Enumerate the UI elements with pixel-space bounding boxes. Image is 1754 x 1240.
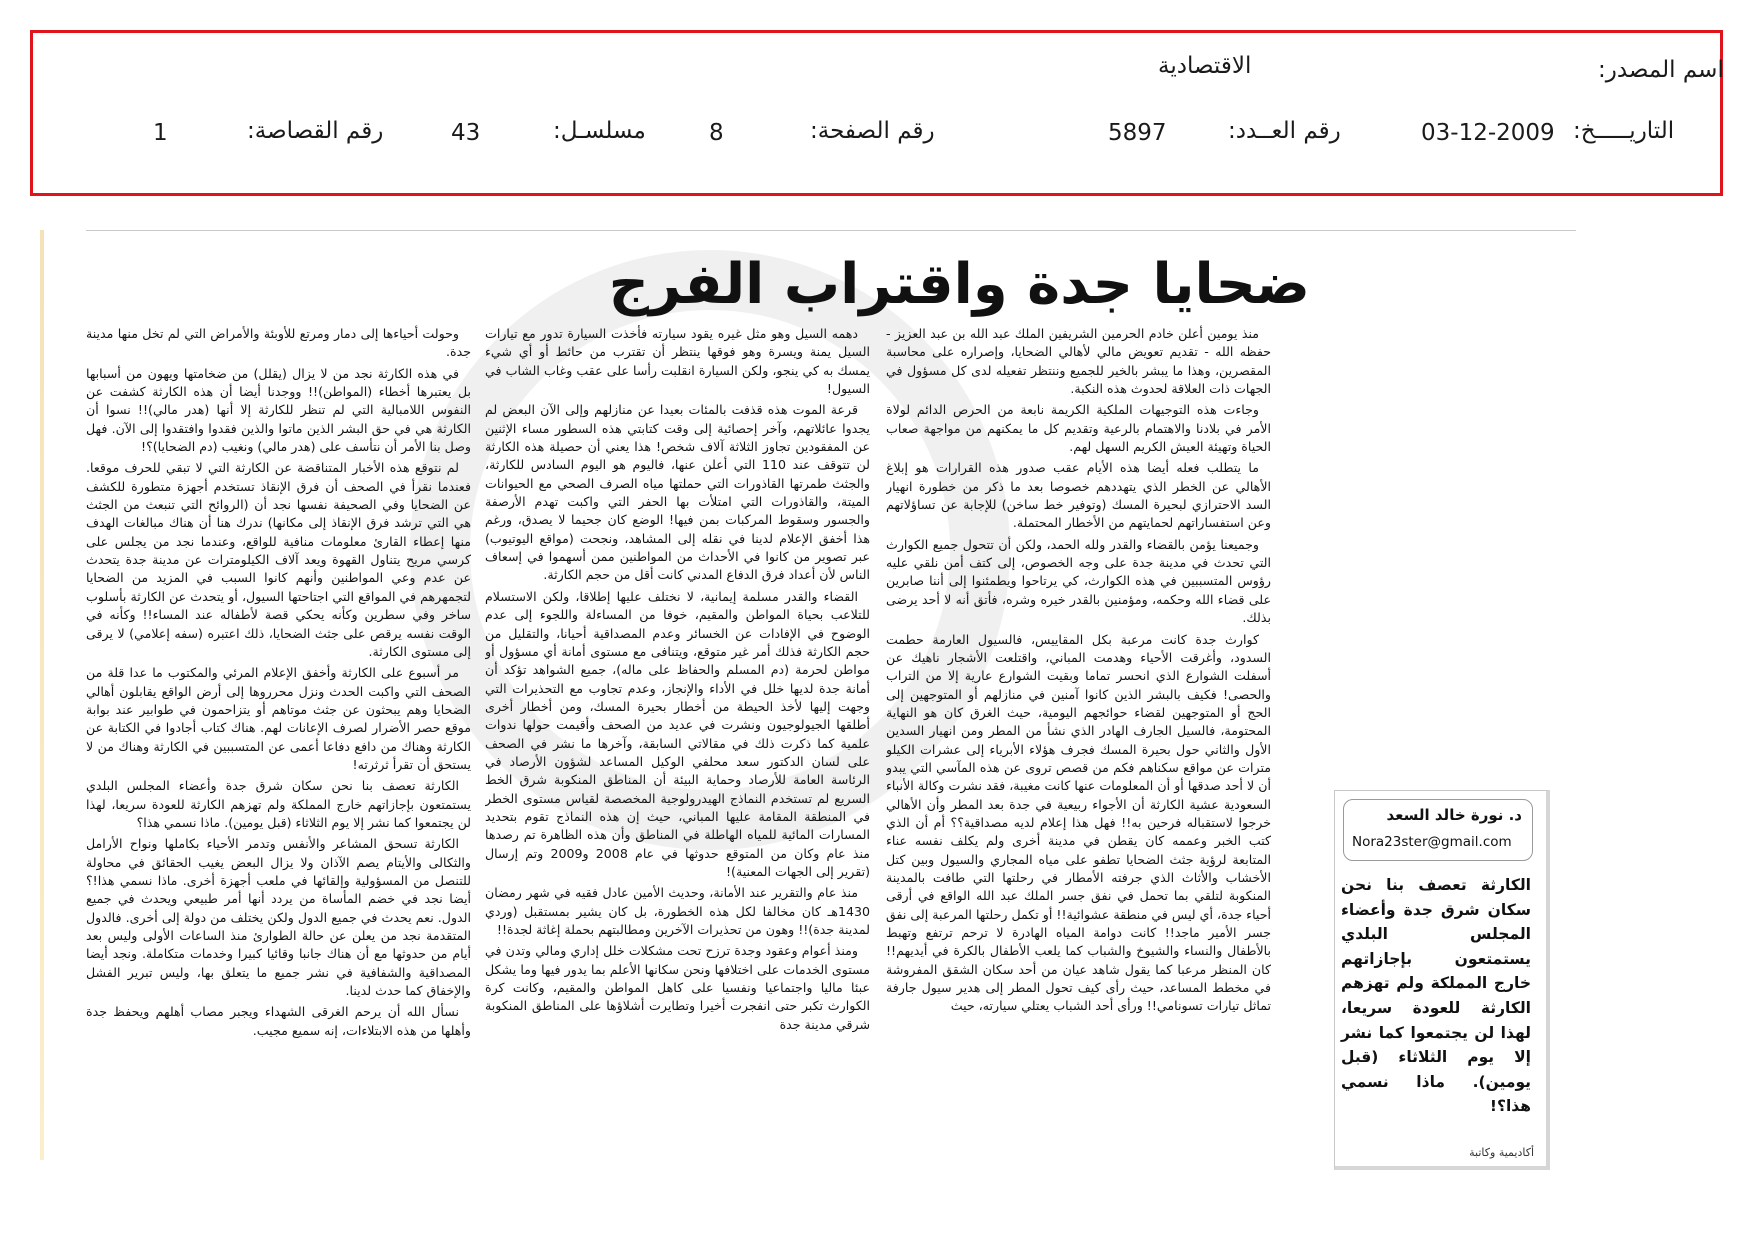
page-value: 8	[709, 120, 724, 146]
serial-label: مسلسـل:	[553, 118, 646, 144]
paragraph: الكارثة تسحق المشاعر والأنفس وتدمر الأحياء بكاملها ونواح الأرامل والثكالى والأيتام يصم الآذان ولا يزال البعض يغيب الحقائق في محاولة للتنصل من المسؤولية وإلقائها في ملعب أجهزة أخرى. ماذا نسمي هذا!؟ أيضا نجد في خضم المأساة من يردد أنها أمر طبيعي ويحدث في جميع الدول. نعم يحدث في جميع الدول ولكن يختلف من دولة إلى أخرى. فالدول المتقدمة نجد من يعلن عن حالة الطوارئ منذ الساعات الأولى وليس بعد أيام من حدوثها مع أن هناك جانبا وقائيا كبيرا وخدمات متكاملة. ونجد أيضا المصداقية والشفافية في نشر جميع ما يتعلق بها، وليس تبرير الفشل والإخفاق كما حدث لدينا.	[86, 836, 471, 999]
source-label: اسم المصدر:	[1598, 57, 1724, 83]
issue-value: 5897	[1108, 120, 1167, 146]
author-role: أكاديمية وكاتبة	[1469, 1146, 1534, 1159]
serial-value: 43	[451, 120, 481, 146]
top-divider	[86, 230, 1576, 231]
paragraph: في هذه الكارثة نجد من لا يزال (يقلل) من ضخامتها ويهون من أسبابها بل يعتبرها أخطاء (المواطن)!! ووجدنا أيضا أن هذه الكارثة كشفت عن النفوس اللامبالية التي لم تنظر للكارثة إلا أنها (هدر مالي)!! نسوا أن الكارثة هي في حق البشر الذين ماتوا والذين فقدوا وافتقدوا إلى الآن. فهل وصل بنا الأمر أن نتأسف على (هدر مالي) ونغيب (دم الضحايا)؟!	[86, 365, 471, 455]
clip-label: رقم القصاصة:	[247, 118, 384, 144]
date-label: التاريـــــخ:	[1573, 118, 1675, 144]
article-column-3	[86, 325, 471, 1155]
issue-label: رقم العــدد:	[1228, 118, 1341, 144]
author-box	[1334, 790, 1550, 1170]
paragraph: قرعة الموت هذه قذفت بالمئات بعيدا عن منازلهم وإلى الآن البعض لم يجدوا عائلاتهم، وآخر إحصائية إلى وقت كتابتي هذه السطور مساء الإثنين عن المفقودين تجاوز الثلاثة آلاف شخص! هذا يعني أن حصيلة هذه الكارثة لن تتوقف عند 110 التي أعلن عنها، فاليوم هو اليوم السادس للكارثة، والجثث طمرتها القاذورات التي حملتها مياه الصرف الصحي مع الحيوانات الميتة، والقاذورات التي امتلأت بها الحفر التي واكبت تهدم الأرصفة والجسور وسقوط المركبات بمن فيها! الوضع كان جحيما لا يصدق، ورغم هذا أخفق الإعلام لدينا في نقله إلى المشاهد، ونجحت (مواقع اليوتيوب) عبر تصوير من كانوا في الأحداث من المواطنين ممن أسهموا في إسعاف الناس لأن أعداد فرق الدفاع المدني كانت أقل من حجم الكارثة.	[485, 402, 870, 583]
paragraph: كوارث جدة كانت مرعبة بكل المقاييس، فالسيول العارمة حطمت السدود، وأغرقت الأحياء وهدمت المباني، واقتلعت الأشجار ناهيك عن أسفلت الشوارع الذي انحسر تماما وبقيت الشوارع عارية إلا من التراب والحصى! فكيف بالبشر الذين كانوا آمنين في منازلهم أو المتوجهين إلى الحج أو المتوجهين لقضاء حوائجهم اليومية، حيث الغرق كان هو النهاية المحتومة، فالسيل الجارف الهادر الذي نشأ من المطر ومن انهيار السدين الأول والثاني حول بحيرة المسك فجرف هؤلاء الأبرياء إلى عشرات الكيلو مترات عن مواقع سكناهم فكم من قصص تروى عن هذه المآسي التي يبدو أن لا أحد صدقها أو أن المعلومات عنها كانت مغيبة، فقد نشرت وكالة الأنباء السعودية عشية الكارثة أن الأجواء ربيعية في جدة بعد المطر وأن الأهالي خرجوا لاستقباله فرحين به!! فهل هذا إعلام لديه مصداقية؟؟ أم أن الذي كتب الخبر وعممه كان يقطن في مدينة أخرى ولم يكلف نفسه عناء المتابعة لرؤية جثث الضحايا تطفو على مياه المجاري والسيول وبين كتل الأخشاب والأثاث الذي جرفته الأمطار في رحلتها التي طافت بالمدينة المنكوبة لتلقي بما تحمل في نفق جسر الملك عبد الله الواقع في أرقى أحياء جدة، أي ليس في منطقة عشوائية!! أو تكمل رحلتها المرعبة إلى نفق جسر الأمير ماجد!! كانت دوامة المياه الهادرة لا ترحم ترتفع وتهبط بالأطفال والنساء والشيوخ والشباب كما يلعب الأطفال بالكرة في أيديهم!! كان المنظر مرعبا كما يقول شاهد عيان من أحد سكان الشقق المفروشة في مخطط المساعد، حيث رأى كيف تحول المطر إلى هدير سيول جارفة تماثل تيارات تسونامي!! ورأى أحد الشباب يعتلي سيارته، حيث	[886, 631, 1271, 1014]
paragraph: منذ عام والتقرير عند الأمانة، وحديث الأمين عادل فقيه في شهر رمضان 1430هـ كان مخالفا لكل هذه الخطورة، بل كان يشير بمستقبل (وردي لمدينة جدة)!! وهون من تحذيرات الآخرين ومطالبتهم بحملة إغاثة لجدة!!	[485, 885, 870, 937]
paragraph: القضاء والقدر مسلمة إيمانية، لا نختلف عليها إطلاقا، ولكن الاستسلام للتلاعب بحياة المواطن والمقيم، خوفا من المساءلة واللجوء إلى عدم الوضوح في الإفادات عن الخسائر وعدم المصداقية أحيانا، والتقليل من حجم الكارثة فذلك أمر غير متوقع، ويتنافى مع مستوى أمانة أي مسؤول أو مواطن لحرمة (دم المسلم والحفاظ على ماله)، جميع الشواهد تؤكد أن أمانة جدة لديها خلل في الأداء والإنجاز، وعدم تجاوب مع التحذيرات التي وجهت إليها لأخذ الحيطة من أخطار بحيرة المسك، ومن أخطار أخرى أطلقها الجيولوجيون ونشرت في عديد من الصحف وأقيمت حولها ندوات علمية كما ذكرت ذلك في مقالاتي السابقة، وآخرها ما نشر في الصحف على لسان الدكتور سعد محلفي الوكيل المساعد لشؤون الأرصاد في الرئاسة العامة للأرصاد وحماية البيئة أن المناطق المنكوبة شرق الخط السريع لم تستخدم النماذج الهيدرولوجية المخصصة لقياس مستوى الخطر في المنطقة المقامة عليها المباني، حيث إن هذه النماذج تقوم بتحديد المسارات المائية للمياه الهاطلة في المناطق وأن هذه الظاهرة تم رصدها منذ عام وكان من المتوقع حدوثها في عام 2008 و2009 وتم إرسال (تقرير إلى الجهات المعنية)!	[485, 588, 870, 879]
newspaper-clipping	[30, 220, 1723, 1220]
paragraph: ومنذ أعوام وعقود وجدة ترزح تحت مشكلات خلل إداري ومالي وتدن في مستوى الخدمات على اختلافها ونحن سكانها الأعلم بما يدور فيها وما يشكل عبئا ماليا واجتماعيا ونفسيا على كاهل المواطن والمقيم، وكانت كرة الكوارث تكبر حتى انفجرت أخيرا وتطايرت أشلاؤها على المناطق المنكوبة شرقي مدينة جدة	[485, 943, 870, 1032]
margin-rule	[40, 230, 44, 1160]
paragraph: لم نتوقع هذه الأخبار المتناقضة عن الكارثة التي لا تبقي للحرف موقعا. فعندما نقرأ في الصحف أن فرق الإنقاذ تستخدم أجهزة متطورة للكشف عن الضحايا وفي الصحيفة نفسها نجد أن (الروائح التي تنبعث من الجثث هي التي ترشد فرق الإنقاذ إلى مكانها) ندرك هنا أن هناك مبالغات الهدف منها إعطاء القارئ معلومات منافية للواقع، وعندما نجد من يجلس على كرسي مريح يتناول القهوة ويعد آلاف الكيلومترات عن مدينة جدة يتحدث عن عدم وعي المواطنين وأنهم كانوا السبب في المزيد من الضحايا لتجمهرهم في المواقع التي اجتاحتها السيول، أو يتحدث عن الكارثة بأسلوب ساخر وفي سطرين وكأنه يحكي قصة لأطفاله عند المساء!! وكأنه في الوقت نفسه يرقص على جثث الضحايا، ذلك اعتبره (سفه إعلامي) لا يرقى إلى مستوى الكارثة.	[86, 460, 471, 659]
author-card	[1343, 799, 1533, 861]
article-column-1	[886, 325, 1271, 1155]
paragraph: وحولت أحياءها إلى دمار ومرتع للأوبئة والأمراض التي لم تخل منها مدينة جدة.	[86, 326, 471, 360]
paragraph: وجميعنا يؤمن بالقضاء والقدر ولله الحمد، ولكن أن تتحول جميع الكوارث التي تحدث في مدينة جدة على وجه الخصوص، إلى كتف أمن نلقي عليه رؤوس المتسببين في هذه الكوارث، كي يرتاحوا ويطمئنوا إلى أننا صابرين على قضاء الله وحكمه، ومؤمنين بالقدر خيره وشره، فأتق أنه لا أحد يرضى بذلك.	[886, 536, 1271, 626]
author-email: Nora23ster@gmail.com	[1352, 834, 1512, 850]
paragraph: نسأل الله أن يرحم الغرقى الشهداء ويجبر مصاب أهلهم ويحفظ جدة وأهلها من هذه الابتلاءات، إنه سميع مجيب.	[86, 1004, 471, 1038]
date-value: 03-12-2009	[1421, 120, 1555, 146]
clip-value: 1	[153, 120, 168, 146]
clipping-metadata-box	[30, 30, 1723, 196]
paragraph: مر أسبوع على الكارثة وأخفق الإعلام المرئي والمكتوب ما عدا قلة من الصحف التي واكبت الحدث ونزل محرروها إلى أرض الواقع يقابلون أهالي الضحايا وهم يبحثون عن جثث موتاهم أو يتزاحمون في طوابير عند بوابة موقع حصر الأضرار لصرف الإعانات لهم. هناك كتاب أجادوا في الكتابة عن الكارثة وهناك من دافع دفاعا أعمى عن المتسببين في الكارثة وهناك من لا يستحق أن تقرأ ثرثرته!	[86, 665, 471, 772]
pull-quote: الكارثة تعصف بنا نحن سكان شرق جدة وأعضاء المجلس البلدي يستمتعون بإجازاتهم خارج المملكة ولم تهزهم الكارثة للعودة سريعا، لهذا لن يجتمعوا كما نشر إلا يوم الثلاثاء (قبل يومين). ماذا نسمي هذا؟!	[1341, 876, 1531, 1116]
paragraph: دهمه السيل وهو مثل غيره يقود سيارته فأخذت السيارة تدور مع تيارات السيل يمنة ويسرة وهو فوقها ينتظر أن تقترب من حائط أو أي شيء يمسك به كي ينجو، ولكن السيارة انقلبت رأسا على عقب وغاب الشاب في السيول!	[485, 326, 870, 397]
article-column-2	[485, 325, 870, 1155]
author-name: د. نورة خالد السعد	[1386, 806, 1522, 824]
page-label: رقم الصفحة:	[810, 118, 935, 144]
paragraph: ما يتطلب فعله أيضا هذه الأيام عقب صدور هذه القرارات هو إبلاغ الأهالي عن الخطر الذي يتهددهم خصوصا بعد ما ذكر من خطورة انهيار السد الاحترازي لبحيرة المسك (وتوفير خط ساخن) للإجابة عن تساؤلاتهم وعن استفساراتهم لحمايتهم من الأخطار المحتملة.	[886, 460, 1271, 531]
source-value: الاقتصادية	[1158, 53, 1252, 79]
article-headline: ضحايا جدة واقتراب الفرج	[608, 252, 1310, 317]
paragraph: منذ يومين أعلن خادم الحرمين الشريفين الملك عبد الله بن عبد العزيز - حفظه الله - تقديم تعويض مالي لأهالي الضحايا، وإصراره على محاسبة المقصرين، وهذا ما يبشر بالخير للجميع وننتظر تفعيله لدى كل مسؤول في الجهات ذات العلاقة لحدوث هذه النكبة.	[886, 326, 1271, 397]
paragraph: وجاءت هذه التوجيهات الملكية الكريمة نابعة من الحرص الدائم لولاة الأمر في بلادنا والاهتمام بالرعية وتقديم كل ما يمكنهم من مواجهة صعاب الحياة وتهيئة العيش الكريم السهل لهم.	[886, 402, 1271, 455]
paragraph: الكارثة تعصف بنا نحن سكان شرق جدة وأعضاء المجلس البلدي يستمتعون بإجازاتهم خارج المملكة ولم تهزهم الكارثة للعودة سريعا، لهذا لن يجتمعوا كما نشر إلا يوم الثلاثاء (قبل يومين). ماذا نسمي هذا؟	[86, 778, 471, 830]
